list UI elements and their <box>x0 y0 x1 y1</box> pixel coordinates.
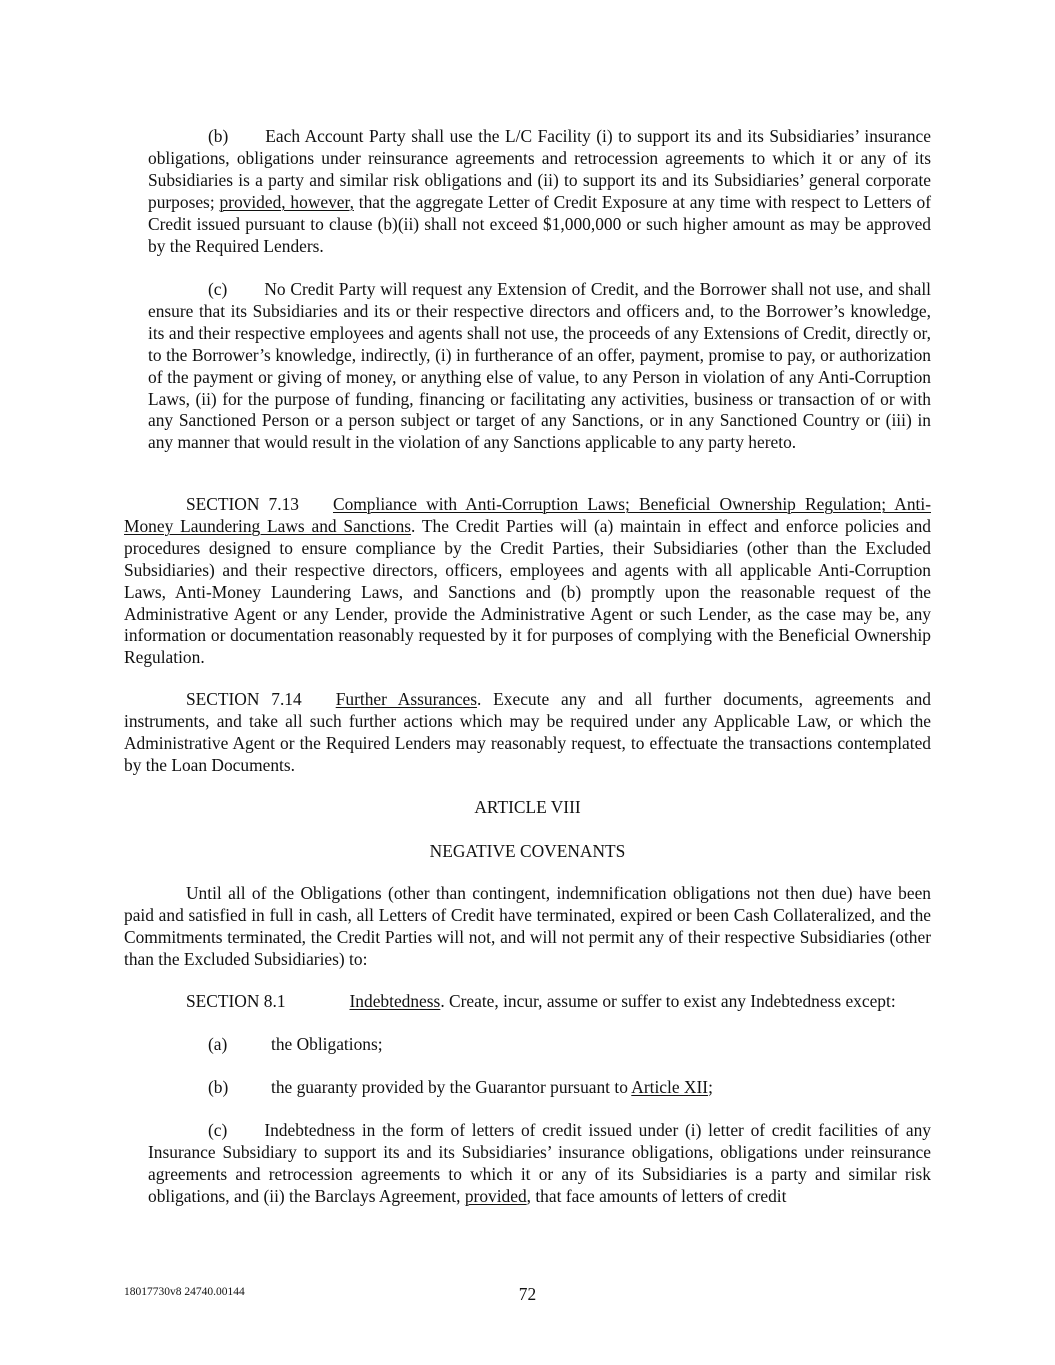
section-8-1-text: . Create, incur, assume or suffer to exist any Indebtedness except: <box>440 991 896 1011</box>
intro-text: Until all of the Obligations (other than contingent, indemnification obligations not then due) have been paid and satisfied in full in cash, all Letters of Credit have terminated, expired or been Cash Collateralized, and the Commitments terminated, the Credit Parties will not, and will not permit any of their respective Subsidiaries (other than the Excluded Subsidiaries) to: <box>124 883 931 969</box>
item-a-text: the Obligations; <box>271 1034 383 1054</box>
paragraph-c <box>148 279 931 454</box>
paragraph-b-provided: provided, however, <box>219 191 354 212</box>
paragraph-b <box>148 126 931 257</box>
item-b-end: ; <box>708 1077 713 1097</box>
section-7-14-number: SECTION 7.14 <box>186 689 302 709</box>
item-c-label: (c) <box>208 1120 228 1140</box>
section-7-14-title: Further Assurances <box>335 689 477 709</box>
item-c-text-2: , that face amounts of letters of credit <box>526 1185 787 1206</box>
paragraph-b-text-2: that the aggregate Letter of Credit Exposure at any time with respect to Letters of Credit issued pursuant to clause (b)(ii) shall not exceed $1,000,000 or such higher amount as may be approved by the Required Lenders. <box>148 191 931 256</box>
item-a-label: (a) <box>208 1034 228 1054</box>
paragraph-b-text-1: Each Account Party shall use the L/C Facility (i) to support its and its Subsidiaries’ insurance obligations, obligations under reinsurance agreements and retrocession agreements to which it or any of its Subsidiaries is a party and similar risk obligations and (ii) to support its and its Subsidiaries’ general corporate purposes; <box>148 126 931 212</box>
item-a <box>208 1034 931 1056</box>
item-c <box>148 1120 931 1208</box>
paragraph-c-text: No Credit Party will request any Extension of Credit, and the Borrower shall not use, and shall ensure that its Subsidiaries and its or their respective directors and officers and, to the Borrower’s knowledge, its and their respective employees and agents shall not use, the proceeds of any Extensions of Credit, directly or, to the Borrower’s knowledge, indirectly, (i) in furtherance of an offer, payment, promise to pay, or authorization of the payment or giving of money, or anything else of value, to any Person in violation of any Anti-Corruption Laws, (ii) for the purpose of funding, financing or facilitating any activities, business or transaction of or with any Sanctioned Person or a person subject or target of any Sanctions, or in any Sanctioned Country or (iii) in any manner that would result in the violation of any Sanctions applicable to any party hereto. <box>148 279 931 453</box>
footer-page-number: 72 <box>518 1284 537 1304</box>
section-7-14-text: . Execute any and all further documents, agreements and instruments, and take all such further actions which may be required under any Applicable Law, or which the Administrative Agent or the Required Lenders may reasonably request, to effectuate the transactions contemplated by the Loan Documents. <box>124 689 931 775</box>
section-8-1 <box>124 991 931 1013</box>
section-7-13 <box>124 494 931 669</box>
intro-paragraph <box>124 883 931 971</box>
section-7-13-number: SECTION 7.13 <box>186 494 299 514</box>
section-8-1-title: Indebtedness <box>349 991 441 1011</box>
section-7-14 <box>124 689 931 777</box>
item-c-provided: provided <box>464 1185 527 1206</box>
section-7-13-text: . The Credit Parties will (a) maintain in effect and enforce policies and procedures designed to ensure compliance by the Credit Parties, their Subsidiaries (other than the Excluded Subsidiaries) and their respective directors, officers, employees and agents with all applicable Anti-Corruption Laws, Anti-Money Laundering Laws, and Sanctions and (b) promptly upon the reasonable request of the Administrative Agent or any Lender, provide the Administrative Agent or such Lender, as the case may be, any information or documentation reasonably requested by it for purposes of complying with the Beneficial Ownership Regulation. <box>124 515 931 668</box>
item-b-label: (b) <box>208 1077 229 1097</box>
article-title: NEGATIVE COVENANTS <box>429 841 626 861</box>
item-b-article-link[interactable]: Article XII <box>631 1077 709 1097</box>
footer-document-id: 18017730v8 24740.00144 <box>124 1286 245 1298</box>
section-7-13-title: Compliance with Anti-Corruption Laws; Beneficial Ownership Regulation; Anti-Money Laundering Laws and Sanctions <box>124 494 931 536</box>
article-heading: ARTICLE VIII <box>474 797 581 817</box>
section-8-1-number: SECTION 8.1 <box>186 991 286 1011</box>
item-c-text-1: Indebtedness in the form of letters of credit issued under (i) letter of credit facilities of any Insurance Subsidiary to support its and its Subsidiaries’ insurance obligations, obligations under reinsurance agreements and retrocession agreements to which it or any of its Subsidiaries is a party and similar risk obligations, and (ii) the Barclays Agreement, <box>148 1120 931 1206</box>
paragraph-c-label: (c) <box>208 279 228 299</box>
item-b-text: the guaranty provided by the Guarantor pursuant to <box>271 1077 628 1097</box>
item-b <box>208 1077 931 1099</box>
paragraph-b-label: (b) <box>208 126 229 146</box>
